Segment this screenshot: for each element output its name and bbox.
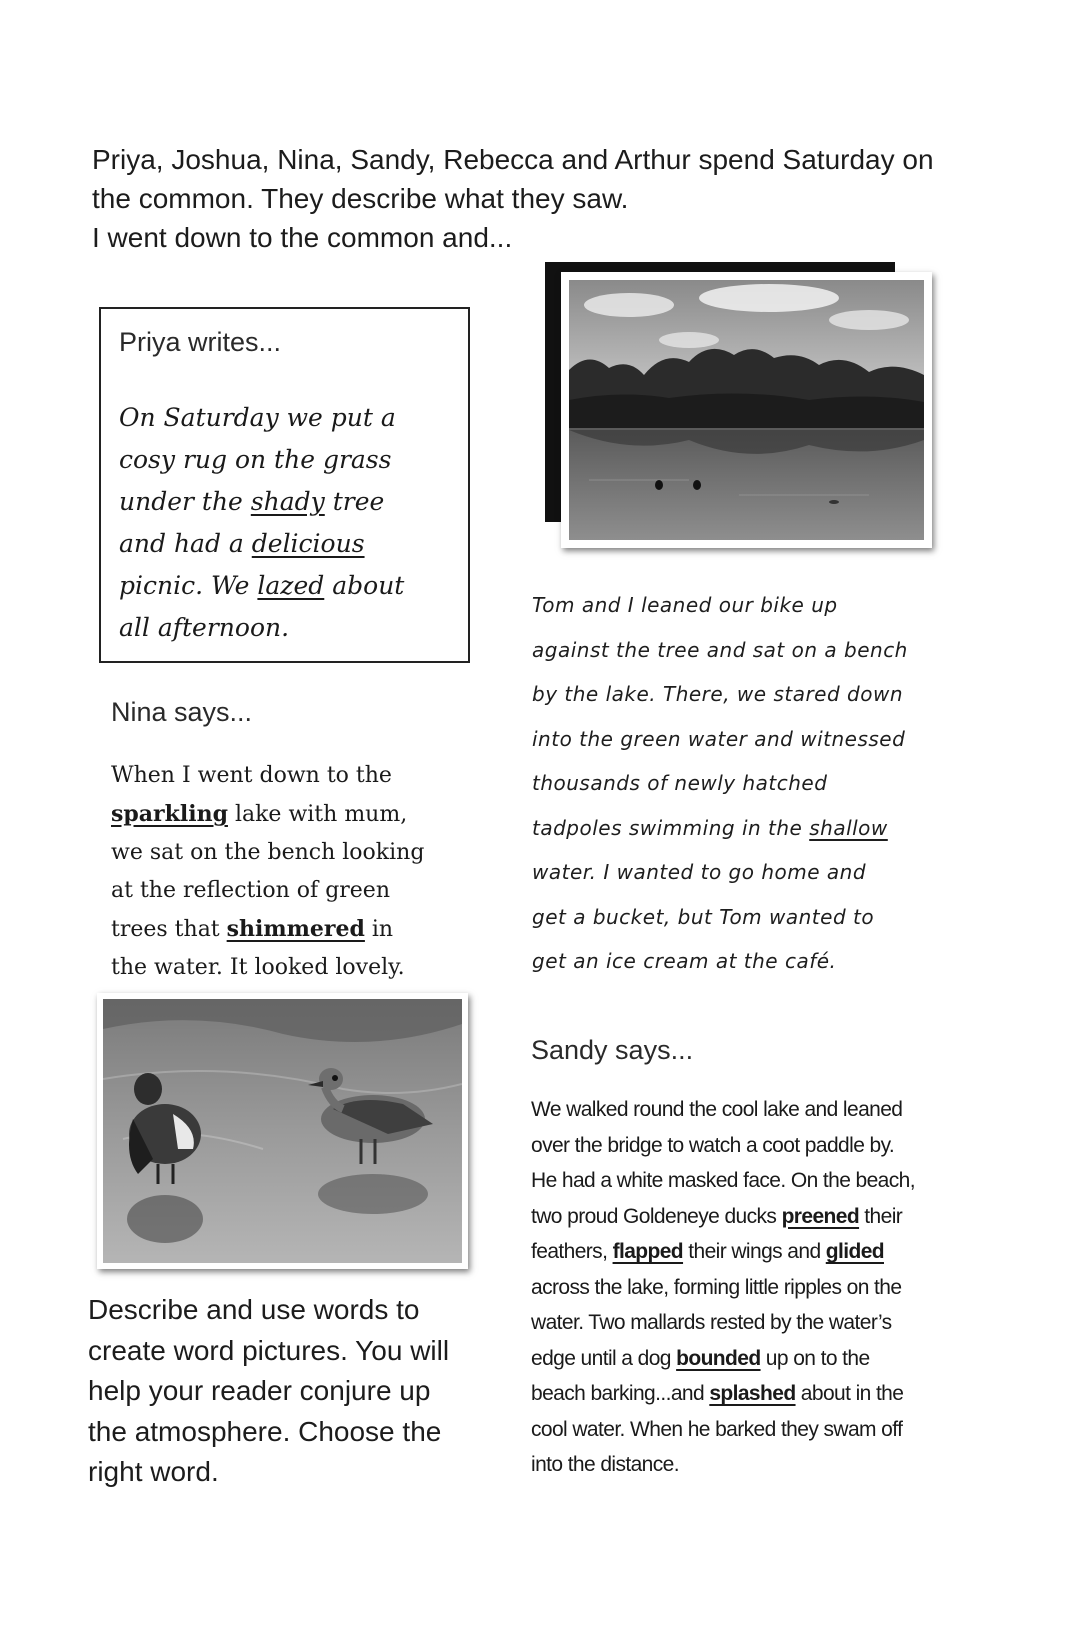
sandy-line: We walked round the cool lake and leaned [531, 1098, 903, 1121]
nina-line: trees that shimmered in [111, 916, 394, 942]
tom-line: Tom and I leaned our bike up [532, 593, 838, 617]
underlined-word: shallow [809, 815, 888, 840]
priya-line: under the shady tree [119, 487, 385, 516]
sandy-line: two proud Goldeneye ducks preened their [531, 1204, 903, 1228]
underlined-word: shady [250, 487, 325, 516]
priya-line: all afternoon. [119, 613, 290, 642]
sandy-line: across the lake, forming little ripples on the [531, 1275, 902, 1299]
sandy-line: cool water. When he barked they swam off [531, 1417, 903, 1441]
highlighted-word: bounded [676, 1346, 761, 1370]
tom-line: water. I wanted to go home and [532, 860, 867, 884]
priya-line: On Saturday we put a [119, 403, 396, 432]
describe-line: the atmosphere. Choose the [88, 1415, 442, 1447]
nina-text [111, 757, 491, 987]
nina-line: the water. It looked lovely. [111, 955, 405, 980]
intro-line: I went down to the common and... [92, 222, 513, 253]
priya-line: picnic. We lazed about [119, 571, 405, 600]
ducks-photo-image [103, 999, 462, 1263]
underlined-word: lazed [257, 571, 325, 600]
nina-heading: Nina says... [111, 697, 253, 727]
intro-line: Priya, Joshua, Nina, Sandy, Rebecca and Arthur spend Saturday on [92, 144, 934, 175]
tom-line: thousands of newly hatched [532, 771, 828, 795]
highlighted-word: glided [825, 1240, 884, 1263]
intro-line: the common. They describe what they saw. [92, 183, 629, 214]
sandy-heading: Sandy says... [531, 1035, 694, 1065]
tom-line: get a bucket, but Tom wanted to [532, 904, 875, 929]
intro-text [92, 140, 992, 257]
sandy-line: edge until a dog bounded up on to the [531, 1346, 870, 1370]
sandy-line: He had a white masked face. On the beach, [531, 1169, 915, 1192]
describe-instruction [88, 1290, 508, 1493]
lake-photo-image [569, 280, 924, 540]
sandy-line: water. Two mallards rested by the water’s [531, 1311, 892, 1334]
underlined-word: delicious [251, 529, 365, 558]
priya-box [99, 307, 470, 663]
priya-line: cosy rug on the grass [119, 445, 392, 474]
sandy-text [531, 1092, 961, 1483]
nina-line: sparkling lake with mum, [111, 801, 408, 827]
highlighted-word: shimmered [226, 916, 365, 942]
tom-line: get an ice cream at the café. [532, 949, 837, 973]
priya-line: and had a delicious [119, 529, 365, 558]
sandy-line: over the bridge to watch a coot paddle by. [531, 1133, 895, 1157]
tom-line: against the tree and sat on a bench [532, 637, 908, 662]
tom-line: by the lake. There, we stared down [532, 682, 904, 706]
tom-line: into the green water and witnessed [532, 726, 906, 751]
describe-line: help your reader conjure up [88, 1375, 431, 1406]
priya-text [119, 397, 464, 649]
describe-line: Describe and use words to [88, 1294, 420, 1325]
tom-handwritten-text [532, 583, 1052, 984]
highlighted-word: sparkling [111, 801, 228, 827]
tom-line: tadpoles swimming in the shallow [532, 815, 888, 840]
highlighted-word: splashed [709, 1382, 796, 1405]
priya-heading: Priya writes... [119, 327, 282, 357]
nina-line: at the reflection of green [111, 878, 390, 903]
describe-line: create word pictures. You will [88, 1334, 450, 1366]
describe-line: right word. [88, 1456, 219, 1487]
sandy-line: into the distance. [531, 1453, 679, 1476]
nina-line: we sat on the bench looking [111, 840, 425, 865]
highlighted-word: flapped [612, 1240, 684, 1263]
nina-line: When I went down to the [111, 763, 392, 788]
lake-photo [561, 272, 932, 548]
sandy-line: feathers, flapped their wings and glided [531, 1240, 884, 1263]
ducks-photo [97, 993, 468, 1269]
sandy-line: beach barking...and splashed about in the [531, 1382, 904, 1405]
highlighted-word: preened [781, 1204, 860, 1228]
